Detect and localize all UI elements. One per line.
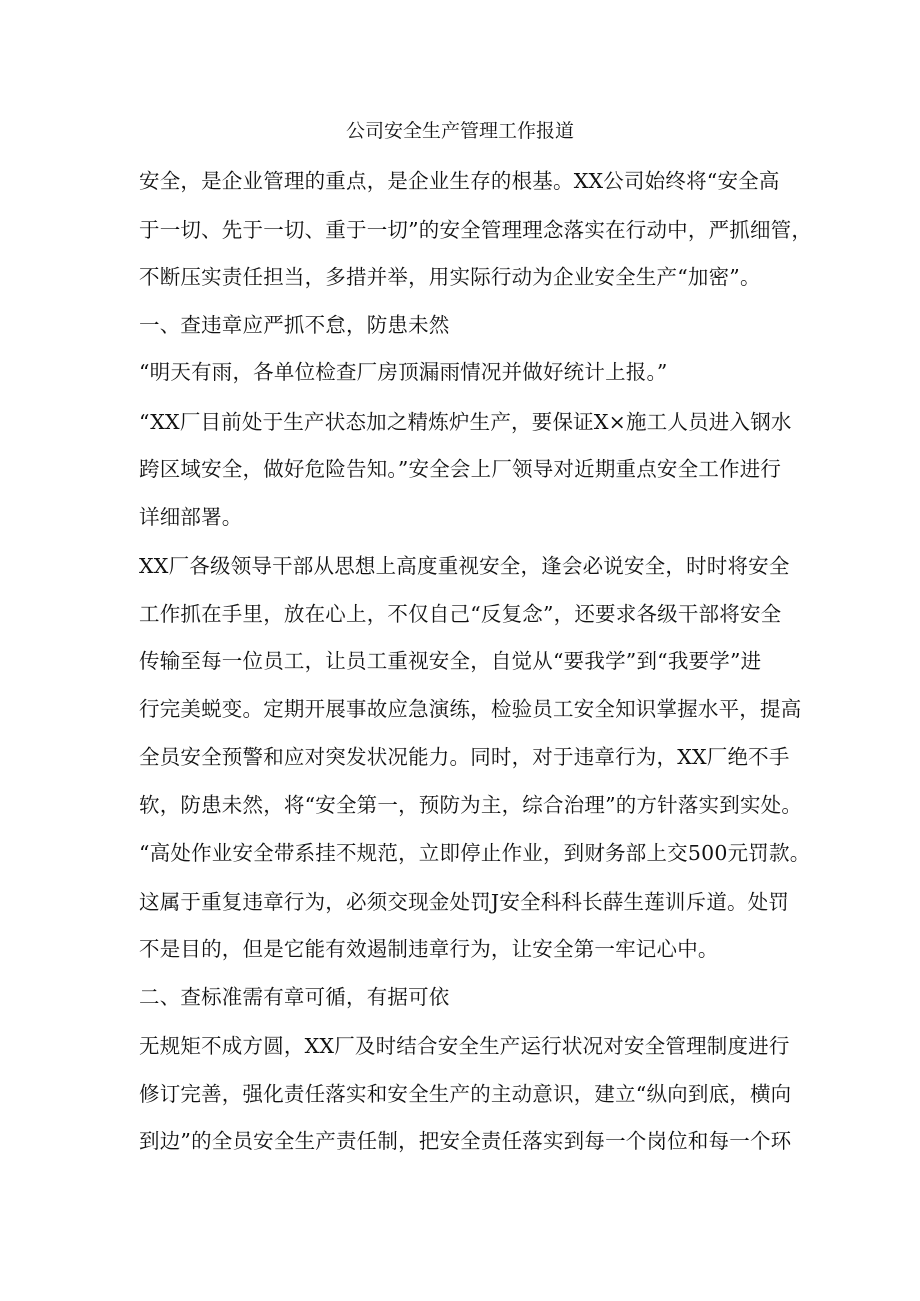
body-line: 修订完善，强化责任落实和安全生产的主动意识，建立“纵向到底，横向	[139, 1082, 792, 1106]
body-line: 不断压实责任担当，多措并举，用实际行动为企业安全生产“加密”。	[139, 265, 761, 289]
section-heading: 一、查违章应严抓不怠，防患未然	[139, 313, 450, 337]
body-line: XX厂各级领导干部从思想上高度重视安全，逢会必说安全，时时将安全	[139, 554, 790, 578]
section-heading: 二、查标准需有章可循，有据可依	[139, 985, 450, 1009]
body-line: 跨区域安全，做好危险告知。”安全会上厂领导对近期重点安全工作进行	[139, 457, 782, 481]
body-line: “XX厂目前处于生产状态加之精炼炉生产，要保证X×施工人员进入钢水	[139, 410, 792, 434]
body-line: 行完美蜕变。定期开展事故应急演练，检验员工安全知识掌握水平，提高	[139, 697, 802, 721]
body-line: 无规矩不成方圆，XX厂及时结合安全生产运行状况对安全管理制度进行	[139, 1034, 790, 1058]
document-title: 公司安全生产管理工作报道	[345, 120, 574, 142]
body-line: 全员安全预警和应对突发状况能力。同时，对于违章行为，XX厂绝不手	[139, 745, 790, 769]
body-line: 不是目的，但是它能有效遏制违章行为，让安全第一牢记心中。	[139, 937, 719, 961]
body-line: 安全，是企业管理的重点，是企业生存的根基。XX公司始终将“安全高	[139, 169, 780, 193]
body-line: 到边”的全员安全生产责任制，把安全责任落实到每一个岗位和每一个环	[139, 1129, 792, 1153]
body-line: “高处作业安全带系挂不规范，立即停止作业，到财务部上交500元罚款。	[139, 841, 811, 865]
body-line: 工作抓在手里，放在心上，不仅自己“反复念”，还要求各级干部将安全	[139, 602, 782, 626]
body-line: 传输至每一位员工，让员工重视安全，自觉从“要我学”到“我要学”进	[139, 649, 762, 673]
body-line: “明天有雨，各单位检查厂房顶漏雨情况并做好统计上报。”	[139, 360, 668, 384]
body-line: 软，防患未然，将“安全第一，预防为主，综合治理”的方针落实到实处。	[139, 793, 803, 817]
body-line: 这属于重复违章行为，必须交现金处罚J安全科科长薛生莲训斥道。处罚	[139, 890, 790, 914]
body-line: 详细部署。	[139, 505, 243, 529]
body-line: 于一切、先于一切、重于一切”的安全管理理念落实在行动中，严抓细管，	[139, 218, 813, 242]
